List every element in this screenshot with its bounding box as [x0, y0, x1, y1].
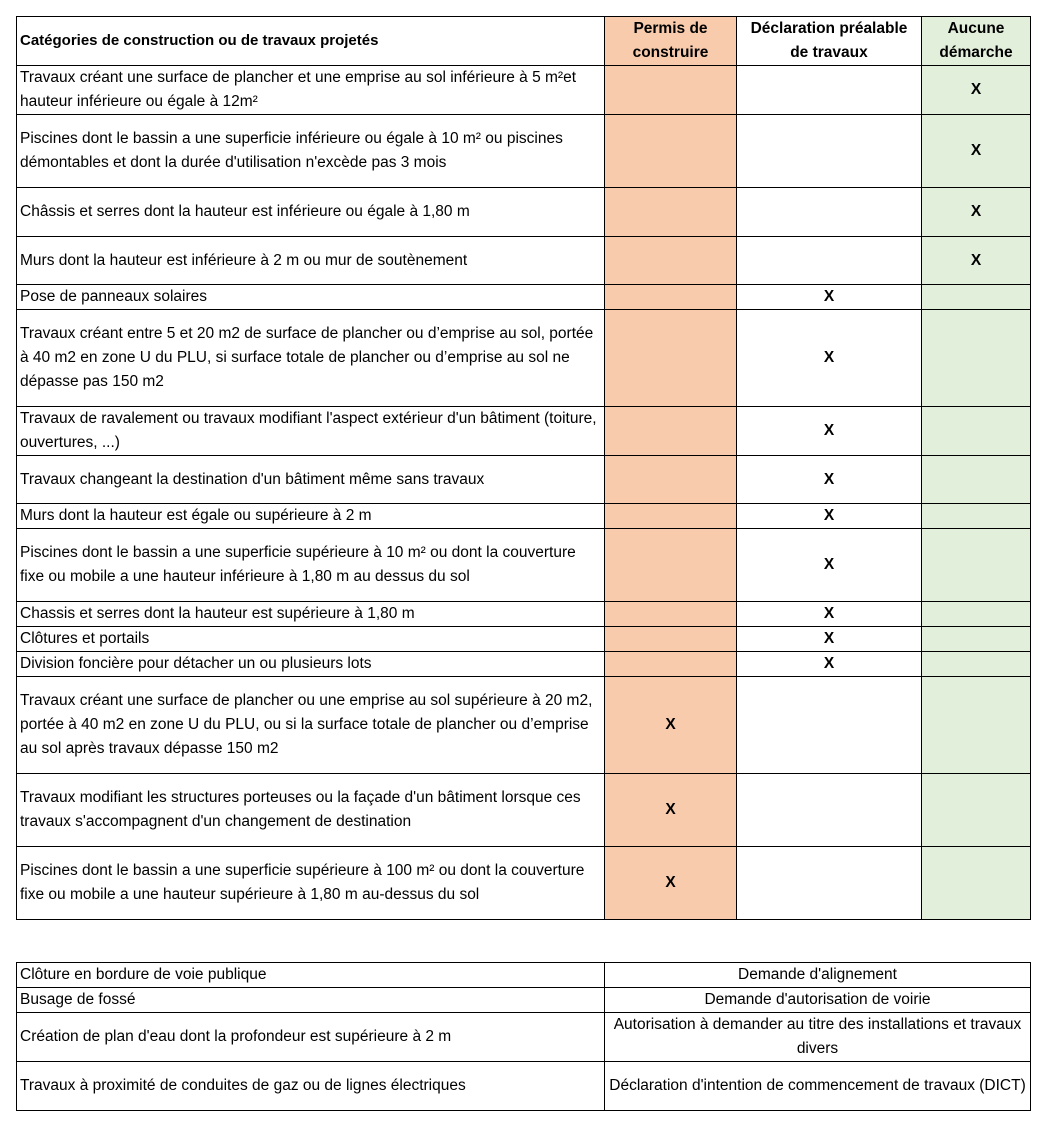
row-label: Piscines dont le bassin a une superficie supérieure à 100 m² ou dont la couverture fixe ou mobile a une hauteur supérieure à 1,80 m au-dessus du sol: [17, 847, 605, 920]
permis-cell: X: [605, 847, 737, 920]
table-row: [17, 237, 1031, 285]
table-row: [17, 1062, 1031, 1111]
table-row: [17, 529, 1031, 602]
declaration-cell: X: [737, 285, 922, 310]
table-row: [17, 774, 1031, 847]
permis-cell: [605, 652, 737, 677]
declaration-cell: X: [737, 652, 922, 677]
procedure-cell: Demande d'alignement: [605, 963, 1031, 988]
permis-cell: [605, 407, 737, 456]
table-row: [17, 652, 1031, 677]
row-label: Murs dont la hauteur est égale ou supérieure à 2 m: [17, 504, 605, 529]
row-label: Pose de panneaux solaires: [17, 285, 605, 310]
row-label: Travaux créant une surface de plancher et une emprise au sol inférieure à 5 m²et hauteur inférieure ou égale à 12m²: [17, 66, 605, 115]
declaration-cell: X: [737, 310, 922, 407]
table-row: [17, 407, 1031, 456]
row-label: Travaux changeant la destination d'un bâtiment même sans travaux: [17, 456, 605, 504]
declaration-cell: X: [737, 529, 922, 602]
row-label: Châssis et serres dont la hauteur est inférieure ou égale à 1,80 m: [17, 188, 605, 237]
table-row: [17, 602, 1031, 627]
aucune-cell: [922, 652, 1031, 677]
row-label: Clôtures et portails: [17, 627, 605, 652]
row-label: Travaux de ravalement ou travaux modifiant l'aspect extérieur d'un bâtiment (toiture, ouvertures, ...): [17, 407, 605, 456]
table-row: [17, 1013, 1031, 1062]
procedure-cell: Déclaration d'intention de commencement de travaux (DICT): [605, 1062, 1031, 1111]
row-label: Travaux à proximité de conduites de gaz ou de lignes électriques: [17, 1062, 605, 1111]
aucune-cell: [922, 310, 1031, 407]
aucune-cell: [922, 602, 1031, 627]
procedure-cell: Autorisation à demander au titre des installations et travaux divers: [605, 1013, 1031, 1062]
aucune-cell: [922, 285, 1031, 310]
table-row: [17, 115, 1031, 188]
table-row: [17, 66, 1031, 115]
row-label: Piscines dont le bassin a une superficie supérieure à 10 m² ou dont la couverture fixe ou mobile a une hauteur inférieure à 1,80 m au dessus du sol: [17, 529, 605, 602]
declaration-cell: X: [737, 456, 922, 504]
declaration-cell: [737, 115, 922, 188]
permis-cell: [605, 66, 737, 115]
declaration-cell: X: [737, 602, 922, 627]
table-row: [17, 310, 1031, 407]
table-header-row: [17, 17, 1031, 66]
row-label: Travaux modifiant les structures porteuses ou la façade d'un bâtiment lorsque ces travaux s'accompagnent d'un changement de destination: [17, 774, 605, 847]
permis-cell: [605, 310, 737, 407]
header-category: Catégories de construction ou de travaux projetés: [17, 17, 605, 66]
table-row: [17, 847, 1031, 920]
permis-cell: [605, 188, 737, 237]
row-label: Travaux créant entre 5 et 20 m2 de surface de plancher ou d’emprise au sol, portée à 40 m2 en zone U du PLU, si surface totale de plancher ou d’emprise au sol ne dépasse pas 150 m2: [17, 310, 605, 407]
declaration-cell: [737, 774, 922, 847]
table-row: [17, 188, 1031, 237]
aucune-cell: [922, 456, 1031, 504]
aucune-cell: X: [922, 188, 1031, 237]
header-aucune-demarche: Aucune démarche: [922, 17, 1031, 66]
permis-cell: X: [605, 774, 737, 847]
row-label: Division foncière pour détacher un ou plusieurs lots: [17, 652, 605, 677]
declaration-cell: [737, 847, 922, 920]
construction-categories-table: [16, 16, 1031, 920]
declaration-cell: [737, 237, 922, 285]
row-label: Clôture en bordure de voie publique: [17, 963, 605, 988]
row-label: Murs dont la hauteur est inférieure à 2 m ou mur de soutènement: [17, 237, 605, 285]
aucune-cell: [922, 627, 1031, 652]
table-row: [17, 988, 1031, 1013]
row-label: Travaux créant une surface de plancher ou une emprise au sol supérieure à 20 m2, portée à 40 m2 en zone U du PLU, ou si la surface totale de plancher ou d’emprise au sol après travaux dépasse 150 m2: [17, 677, 605, 774]
aucune-cell: X: [922, 115, 1031, 188]
header-permis-de-construire: Permis de construire: [605, 17, 737, 66]
aucune-cell: [922, 407, 1031, 456]
permis-cell: [605, 627, 737, 652]
declaration-cell: [737, 677, 922, 774]
table-row: [17, 504, 1031, 529]
aucune-cell: [922, 504, 1031, 529]
permis-cell: X: [605, 677, 737, 774]
aucune-cell: [922, 677, 1031, 774]
row-label: Création de plan d'eau dont la profondeur est supérieure à 2 m: [17, 1013, 605, 1062]
declaration-cell: [737, 66, 922, 115]
table-row: [17, 285, 1031, 310]
aucune-cell: [922, 774, 1031, 847]
permis-cell: [605, 529, 737, 602]
procedure-cell: Demande d'autorisation de voirie: [605, 988, 1031, 1013]
permis-cell: [605, 285, 737, 310]
declaration-cell: X: [737, 407, 922, 456]
aucune-cell: [922, 847, 1031, 920]
aucune-cell: X: [922, 237, 1031, 285]
declaration-cell: X: [737, 627, 922, 652]
table-row: [17, 627, 1031, 652]
row-label: Piscines dont le bassin a une superficie inférieure ou égale à 10 m² ou piscines démontables et dont la durée d'utilisation n'excède pas 3 mois: [17, 115, 605, 188]
permis-cell: [605, 602, 737, 627]
declaration-cell: X: [737, 504, 922, 529]
permis-cell: [605, 115, 737, 188]
table-row: [17, 456, 1031, 504]
aucune-cell: X: [922, 66, 1031, 115]
permis-cell: [605, 237, 737, 285]
other-procedures-table: [16, 962, 1031, 1111]
header-declaration-prealable: Déclaration préalable de travaux: [737, 17, 922, 66]
table-row: [17, 963, 1031, 988]
row-label: Chassis et serres dont la hauteur est supérieure à 1,80 m: [17, 602, 605, 627]
aucune-cell: [922, 529, 1031, 602]
permis-cell: [605, 504, 737, 529]
table-row: [17, 677, 1031, 774]
row-label: Busage de fossé: [17, 988, 605, 1013]
permis-cell: [605, 456, 737, 504]
declaration-cell: [737, 188, 922, 237]
